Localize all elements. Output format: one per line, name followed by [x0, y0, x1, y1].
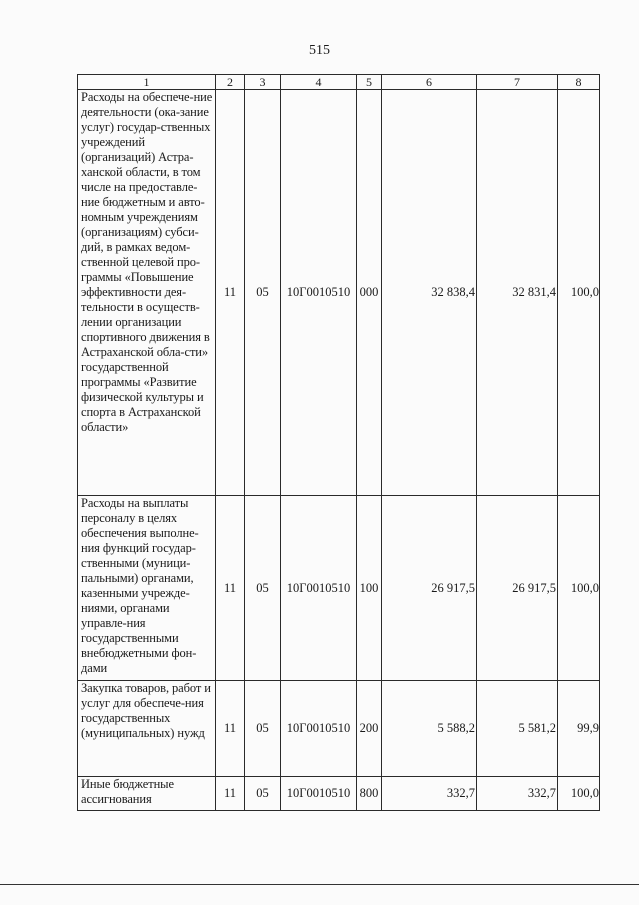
executed-amount: 26 917,5 — [477, 496, 558, 681]
executed-amount: 5 581,2 — [477, 681, 558, 777]
executed-amount: 332,7 — [477, 777, 558, 811]
planned-amount: 332,7 — [382, 777, 477, 811]
table-row — [78, 681, 600, 777]
planned-amount: 26 917,5 — [382, 496, 477, 681]
execution-percent: 100,0 — [558, 777, 600, 811]
target-article-code: 10Г0010510 — [281, 496, 357, 681]
section-code: 11 — [216, 90, 245, 496]
table-header-row — [78, 75, 600, 90]
section-code: 11 — [216, 496, 245, 681]
expense-type-code: 200 — [357, 681, 382, 777]
execution-percent: 100,0 — [558, 496, 600, 681]
subsection-code: 05 — [245, 90, 281, 496]
execution-percent: 99,9 — [558, 681, 600, 777]
expense-type-code: 800 — [357, 777, 382, 811]
subsection-code: 05 — [245, 496, 281, 681]
table-row — [78, 90, 600, 496]
header-cell: 4 — [281, 75, 357, 90]
executed-amount: 32 831,4 — [477, 90, 558, 496]
row-description: Закупка товаров, работ и услуг для обеспече-ния государственных (муниципальных) нужд — [78, 681, 216, 777]
target-article-code: 10Г0010510 — [281, 681, 357, 777]
row-description: Расходы на обеспече-ние деятельности (ока-зание услуг) государ-ственных учреждений (организаций) Астра-ханской области, в том числе на предоставле-ние бюджетным и авто-номным учреждениям (организациям) субси-дий, в рамках ведом-ственной целевой про-граммы «Повышение эффективности дея-тельности в осуществ-лении организации спортивного движения в Астраханской обла-сти» государственной программы «Развитие физической культуры и спорта в Астраханской области» — [78, 90, 216, 496]
section-code: 11 — [216, 681, 245, 777]
header-cell: 6 — [382, 75, 477, 90]
header-cell: 2 — [216, 75, 245, 90]
row-description: Иные бюджетные ассигнования — [78, 777, 216, 811]
subsection-code: 05 — [245, 777, 281, 811]
expense-type-code: 000 — [357, 90, 382, 496]
header-cell: 3 — [245, 75, 281, 90]
table-row — [78, 496, 600, 681]
header-cell: 5 — [357, 75, 382, 90]
row-description: Расходы на выплаты персоналу в целях обеспечения выполне-ния функций государ-ственными (муници-пальными) органами, казенными учрежде-ниями, органами управле-ния государственными внебюджетными фон-дами — [78, 496, 216, 681]
header-cell: 1 — [78, 75, 216, 90]
budget-execution-table — [77, 74, 600, 811]
section-code: 11 — [216, 777, 245, 811]
table-row — [78, 777, 600, 811]
page-number: 515 — [309, 43, 330, 58]
header-cell: 7 — [477, 75, 558, 90]
planned-amount: 32 838,4 — [382, 90, 477, 496]
execution-percent: 100,0 — [558, 90, 600, 496]
target-article-code: 10Г0010510 — [281, 90, 357, 496]
header-cell: 8 — [558, 75, 600, 90]
target-article-code: 10Г0010510 — [281, 777, 357, 811]
planned-amount: 5 588,2 — [382, 681, 477, 777]
expense-type-code: 100 — [357, 496, 382, 681]
page-bottom-rule — [0, 884, 639, 885]
subsection-code: 05 — [245, 681, 281, 777]
